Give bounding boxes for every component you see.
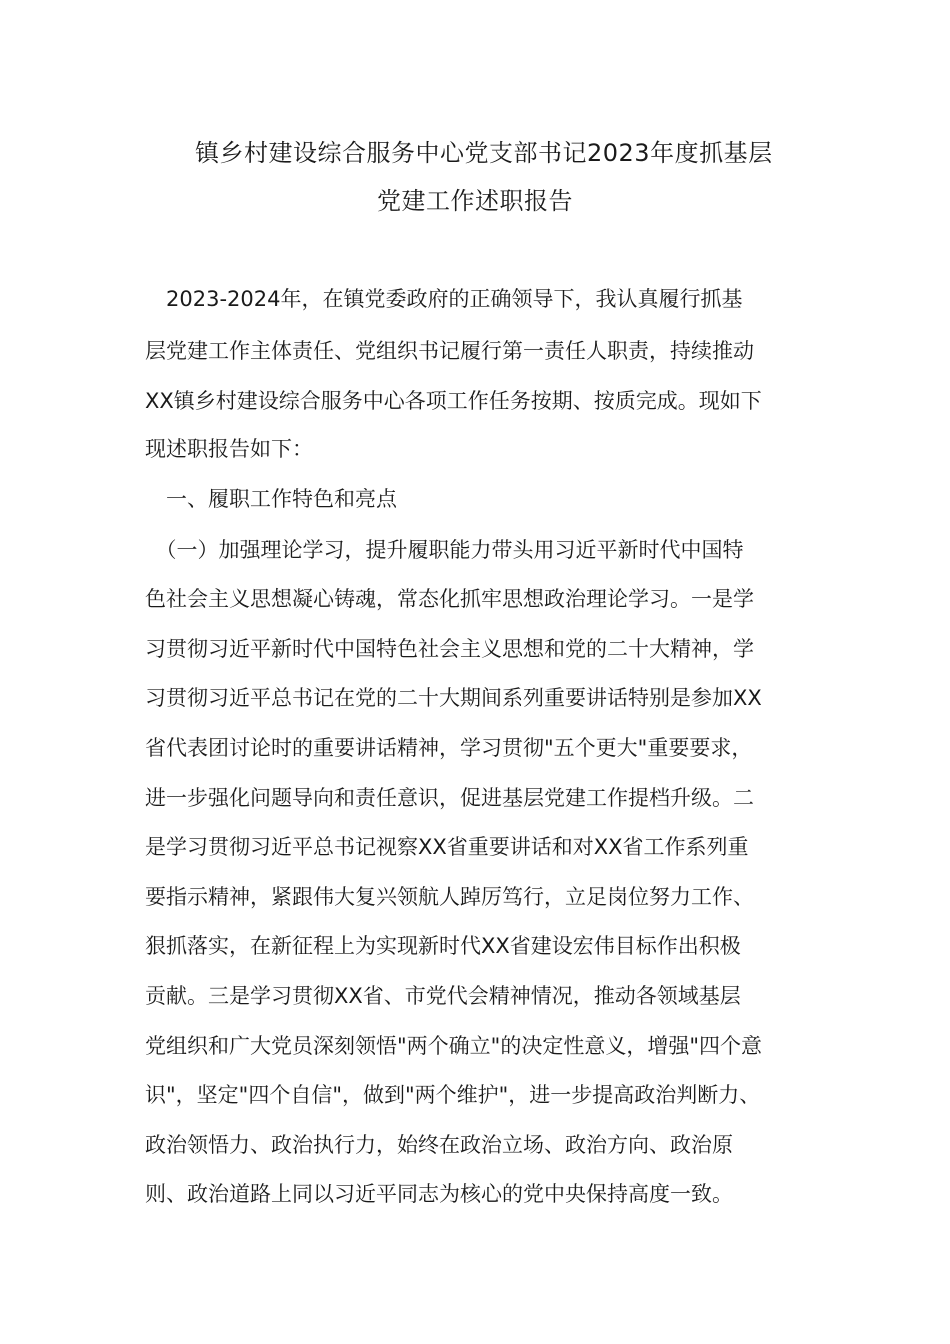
paragraph-line: 省代表团讨论时的重要讲话精神，学习贯彻"五个更大"重要要求， [145, 736, 753, 760]
paragraph-line: 进一步强化问题导向和责任意识，促进基层党建工作提档升级。二 [145, 786, 754, 810]
document-title-line-2: 党建工作述职报告 [377, 187, 573, 215]
paragraph-line: 色社会主义思想凝心铸魂，常态化抓牢思想政治理论学习。一是学 [145, 587, 754, 611]
section-heading: 一、履职工作特色和亮点 [145, 487, 397, 511]
paragraph-line: 狠抓落实，在新征程上为实现新时代XX省建设宏伟目标作出积极 [145, 934, 741, 958]
paragraph-line: 习贯彻习近平总书记在党的二十大期间系列重要讲话特别是参加XX [145, 686, 762, 710]
paragraph-line: 识"，坚定"四个自信"，做到"两个维护"，进一步提高政治判断力、 [145, 1083, 761, 1107]
paragraph-line: 则、政治道路上同以习近平同志为核心的党中央保持高度一致。 [145, 1182, 733, 1206]
paragraph-line: 要指示精神，紧跟伟大复兴领航人踔厉笃行，立足岗位努力工作、 [145, 885, 754, 909]
paragraph-line: 是学习贯彻习近平总书记视察XX省重要讲话和对XX省工作系列重 [145, 835, 749, 859]
paragraph-line: XX镇乡村建设综合服务中心各项工作任务按期、按质完成。现如下 [145, 389, 762, 413]
document-title-line-1: 镇乡村建设综合服务中心党支部书记2023年度抓基层 [195, 139, 773, 167]
paragraph-line: （一）加强理论学习，提升履职能力带头用习近平新时代中国特 [145, 538, 744, 562]
paragraph-line: 层党建工作主体责任、党组织书记履行第一责任人职责，持续推动 [145, 339, 754, 363]
paragraph-line: 2023-2024年，在镇党委政府的正确领导下，我认真履行抓基 [145, 287, 743, 311]
paragraph-line: 政治领悟力、政治执行力，始终在政治立场、政治方向、政治原 [145, 1133, 733, 1157]
paragraph-line: 习贯彻习近平新时代中国特色社会主义思想和党的二十大精神，学 [145, 637, 754, 661]
paragraph-line: 现述职报告如下： [145, 437, 313, 461]
paragraph-line: 党组织和广大党员深刻领悟"两个确立"的决定性意义，增强"四个意 [145, 1034, 762, 1058]
paragraph-line: 贡献。三是学习贯彻XX省、市党代会精神情况，推动各领域基层 [145, 984, 741, 1008]
